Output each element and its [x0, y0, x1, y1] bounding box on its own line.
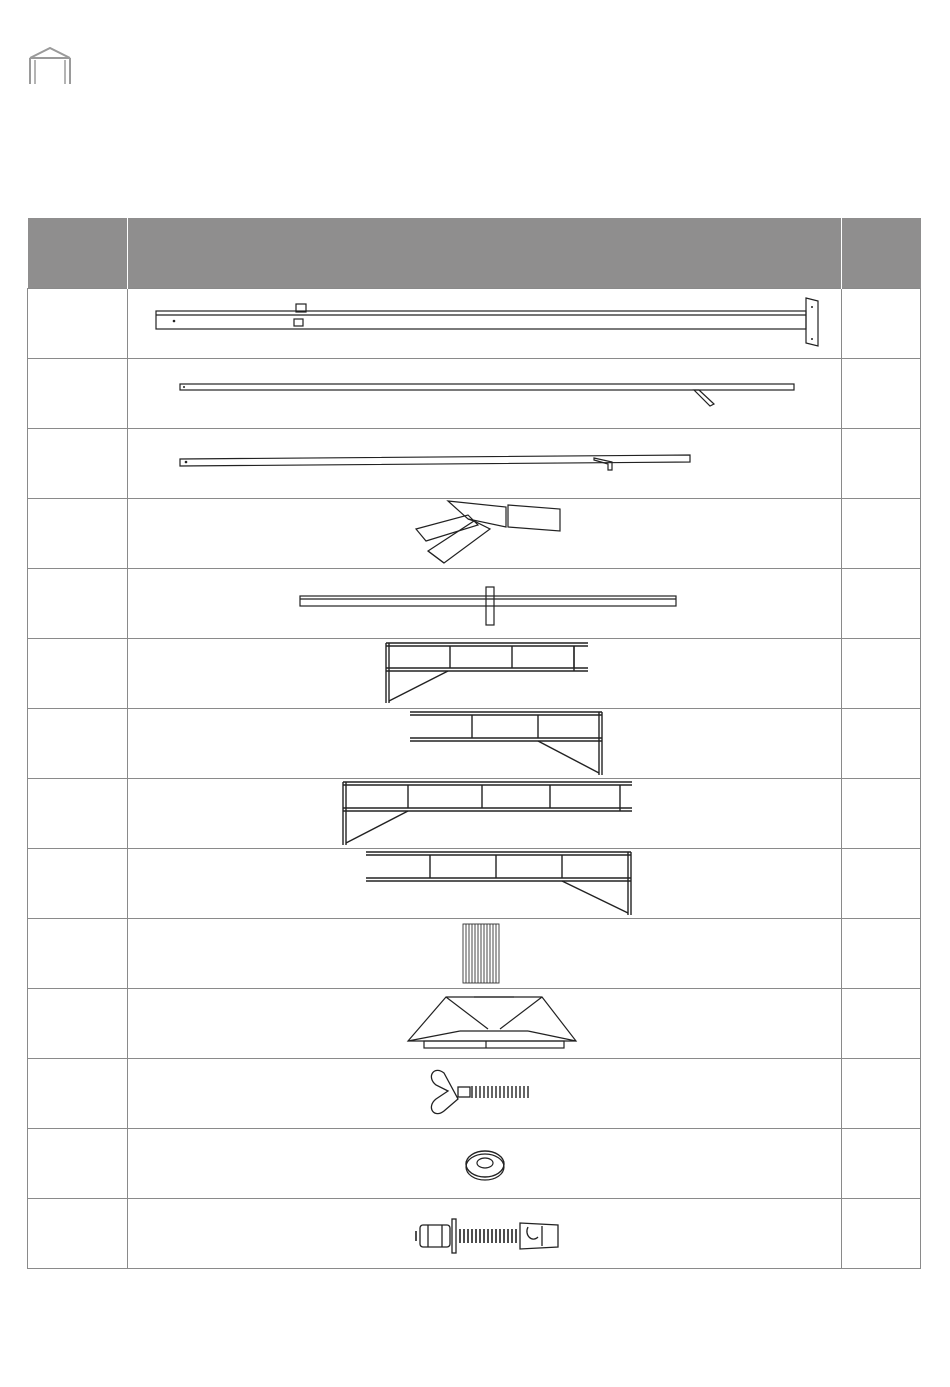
table-row [28, 639, 921, 709]
table-row [28, 709, 921, 779]
header-quantity [842, 218, 921, 289]
part-number-cell [28, 1199, 128, 1269]
table-row [28, 569, 921, 639]
quantity-cell [842, 779, 921, 849]
table-row [28, 1059, 921, 1129]
washer-icon [128, 1129, 842, 1198]
short-rafter-bar-icon [128, 429, 842, 498]
header-part-no [28, 218, 128, 289]
part-number-cell [28, 289, 128, 359]
quantity-cell [842, 1199, 921, 1269]
quantity-cell [842, 289, 921, 359]
quantity-cell [842, 639, 921, 709]
part-number-cell [28, 639, 128, 709]
expansion-anchor-bolt-icon [128, 1199, 842, 1268]
table-row [28, 849, 921, 919]
part-number-cell [28, 709, 128, 779]
table-row [28, 1129, 921, 1199]
side-truss-left-large-icon [128, 779, 842, 848]
quantity-cell [842, 1129, 921, 1199]
part-number-cell [28, 919, 128, 989]
table-row [28, 499, 921, 569]
center-beam-icon [128, 569, 842, 638]
long-rafter-bar-icon [128, 359, 842, 428]
table-row [28, 1199, 921, 1269]
part-number-cell [28, 1059, 128, 1129]
part-number-cell [28, 429, 128, 499]
table-row [28, 989, 921, 1059]
table-row [28, 359, 921, 429]
part-number-cell [28, 779, 128, 849]
quantity-cell [842, 1059, 921, 1129]
table-row [28, 289, 921, 359]
side-truss-right-large-icon [128, 849, 842, 918]
part-number-cell [28, 359, 128, 429]
header-drawing [128, 218, 842, 289]
quantity-cell [842, 849, 921, 919]
part-number-cell [28, 1129, 128, 1199]
part-number-cell [28, 569, 128, 639]
part-number-cell [28, 989, 128, 1059]
table-row [28, 779, 921, 849]
side-truss-right-small-icon [128, 709, 842, 778]
table-row [28, 919, 921, 989]
roof-connector-hub-icon [128, 499, 842, 568]
parts-list-table [27, 218, 921, 1269]
top-cap-icon [128, 989, 842, 1058]
quantity-cell [842, 989, 921, 1059]
side-truss-left-small-icon [128, 639, 842, 708]
table-header-row [28, 218, 921, 289]
post-with-base-plate-icon [128, 289, 842, 358]
quantity-cell [842, 429, 921, 499]
quantity-cell [842, 499, 921, 569]
part-number-cell [28, 499, 128, 569]
wing-bolt-icon [128, 1059, 842, 1128]
roof-panel-stack-icon [128, 919, 842, 988]
table-row [28, 429, 921, 499]
quantity-cell [842, 919, 921, 989]
part-number-cell [28, 849, 128, 919]
gazebo-roof-icon [28, 46, 72, 86]
quantity-cell [842, 569, 921, 639]
quantity-cell [842, 359, 921, 429]
quantity-cell [842, 709, 921, 779]
